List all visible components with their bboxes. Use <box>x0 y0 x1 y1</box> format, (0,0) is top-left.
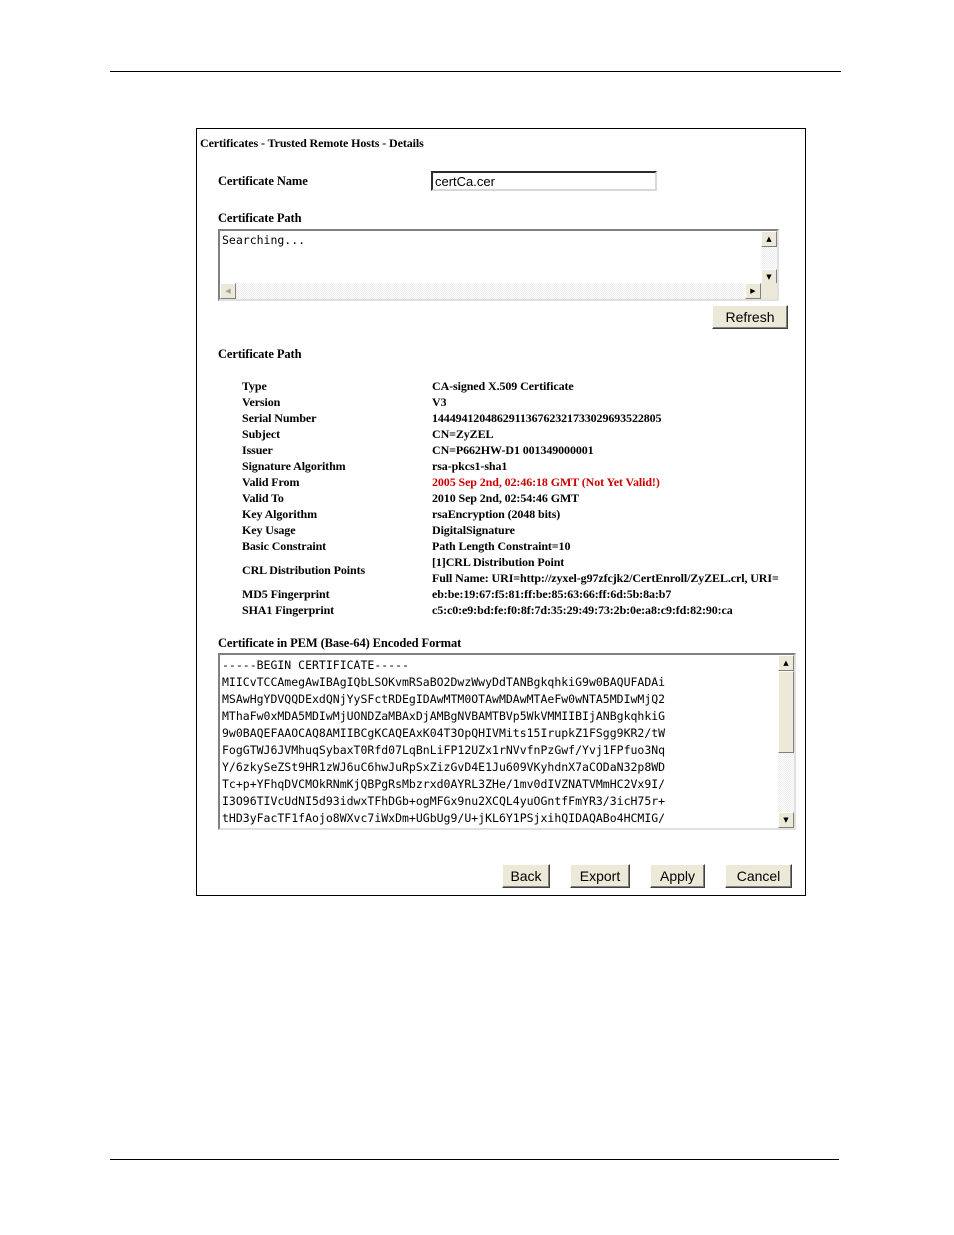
certificate-path-vscrollbar[interactable] <box>761 231 777 285</box>
scroll-down-arrow-icon[interactable]: ▼ <box>778 812 794 828</box>
certificate-path-label: Certificate Path <box>218 211 302 225</box>
certificate-details-panel <box>196 128 806 896</box>
certificate-path-hscrollbar[interactable] <box>220 283 761 299</box>
panel-title: Certificates - Trusted Remote Hosts - Details <box>200 136 424 150</box>
export-button[interactable]: Export <box>570 864 630 888</box>
detail-value: DigitalSignature <box>432 523 515 537</box>
pem-line: I3O96TIVcUdNI5d93idwxTFhDGb+ogMFGx9nu2XCQL4yuOGntfFmYR3/3icH75r+ <box>222 794 666 808</box>
detail-value: CN=ZyZEL <box>432 427 494 441</box>
detail-key: Valid To <box>242 491 284 505</box>
detail-value: rsaEncryption (2048 bits) <box>432 507 561 521</box>
detail-key: Key Usage <box>242 523 296 537</box>
pem-vscrollbar[interactable] <box>778 655 794 828</box>
detail-row-sha1-fingerprint <box>242 603 802 619</box>
certificate-name-label: Certificate Name <box>218 174 308 188</box>
detail-value: V3 <box>432 395 447 409</box>
detail-key: Basic Constraint <box>242 539 327 553</box>
page-footer-rule <box>110 1159 839 1160</box>
detail-key: Version <box>242 395 281 409</box>
back-button[interactable]: Back <box>502 864 550 888</box>
detail-row-issuer <box>242 443 802 459</box>
scrollbar-corner <box>761 283 777 299</box>
scrollbar-thumb[interactable] <box>778 671 794 753</box>
detail-value-line2: Full Name: URI=http://zyxel-g97zfcjk2/CertEnroll/ZyZEL.crl, URI= <box>432 571 779 585</box>
pem-line: Tc+p+YFhqDVCMOkRNmKjQBPgRsMbzrxd0AYRL3ZHe/1mv0dIVZNATVMmHC2Vx9I/ <box>222 777 666 791</box>
pem-textarea[interactable] <box>218 653 796 830</box>
detail-value: rsa-pkcs1-sha1 <box>432 459 508 473</box>
page-header-rule <box>110 71 841 72</box>
detail-key: Issuer <box>242 443 273 457</box>
scroll-left-arrow-icon[interactable]: ◀ <box>220 283 236 299</box>
detail-value: 144494120486291136762321733029693522805 <box>432 411 662 425</box>
detail-row-md5-fingerprint <box>242 587 802 603</box>
cancel-button[interactable]: Cancel <box>725 864 792 888</box>
detail-row-valid-from <box>242 475 802 491</box>
detail-key: Signature Algorithm <box>242 459 346 473</box>
detail-value: c5:c0:e9:bd:fe:f0:8f:7d:35:29:49:73:2b:0e:a8:c9:fd:82:90:ca <box>432 603 733 617</box>
detail-key: Serial Number <box>242 411 317 425</box>
refresh-button[interactable]: Refresh <box>712 305 788 329</box>
scroll-up-arrow-icon[interactable]: ▲ <box>761 231 777 247</box>
detail-key: CRL Distribution Points <box>242 563 366 577</box>
pem-line: MIICvTCCAmegAwIBAgIQbLSOKvmRSaBO2DwzWwyDdTANBgkqhkiG9w0BAQUFADAi <box>222 675 666 689</box>
detail-row-signature-algorithm <box>242 459 802 475</box>
detail-row-crl-distribution-points <box>242 555 802 587</box>
scroll-right-arrow-icon[interactable]: ▶ <box>745 283 761 299</box>
detail-value: CA-signed X.509 Certificate <box>432 379 574 393</box>
detail-row-type <box>242 379 802 395</box>
detail-row-key-algorithm <box>242 507 802 523</box>
scroll-up-arrow-icon[interactable]: ▲ <box>778 655 794 671</box>
certificate-path-text: Searching... <box>222 233 306 247</box>
detail-key: MD5 Fingerprint <box>242 587 330 601</box>
scroll-down-arrow-icon[interactable]: ▼ <box>761 269 777 285</box>
detail-value: eb:be:19:67:f5:81:ff:be:85:63:66:ff:6d:5b:8a:b7 <box>432 587 672 601</box>
detail-row-serial-number <box>242 411 802 427</box>
detail-value: [1]CRL Distribution Point <box>432 555 565 569</box>
detail-key: Subject <box>242 427 280 441</box>
detail-row-basic-constraint <box>242 539 802 555</box>
certificate-path-textarea[interactable] <box>218 229 779 301</box>
pem-line: tHD3yFacTF1fAojo8WXvc7iWxDm+UGbUg9/U+jKL6Y1PSjxihQIDAQABo4HCMIG/ <box>222 811 666 825</box>
pem-label: Certificate in PEM (Base-64) Encoded Format <box>218 636 462 650</box>
pem-line: FogGTWJ6JVMhuqSybaxT0Rfd07LqBnLiFP12UZx1rNVvfnPzGwf/Yvj1FPfuo3Nq <box>222 743 666 757</box>
pem-line: 9w0BAQEFAAOCAQ8AMIIBCgKCAQEAxK04T3OpQHIVMits15IrupkZ1FSgg9KR2/tW <box>222 726 666 740</box>
detail-row-valid-to <box>242 491 802 507</box>
detail-value: Path Length Constraint=10 <box>432 539 571 553</box>
detail-key: SHA1 Fingerprint <box>242 603 335 617</box>
detail-key: Key Algorithm <box>242 507 318 521</box>
valid-from-warning-value: 2005 Sep 2nd, 02:46:18 GMT (Not Yet Valid!) <box>432 475 660 489</box>
detail-value: CN=P662HW-D1 001349000001 <box>432 443 594 457</box>
pem-line: MThaFw0xMDA5MDIwMjUONDZaMBAxDjAMBgNVBAMTBVp5WkVMMIIBIjANBgkqhkiG <box>222 709 666 723</box>
detail-key: Valid From <box>242 475 300 489</box>
apply-button[interactable]: Apply <box>650 864 705 888</box>
pem-line: MSAwHgYDVQQDExdQNjYySFctRDEgIDAwMTM0OTAwMDAwMTAeFw0wNTA5MDIwMjQ2 <box>222 692 666 706</box>
pem-line: -----BEGIN CERTIFICATE----- <box>222 658 409 672</box>
pem-content <box>222 657 777 827</box>
detail-key: Type <box>242 379 267 393</box>
detail-row-subject <box>242 427 802 443</box>
certificate-path-section-label: Certificate Path <box>218 347 302 361</box>
detail-value: 2010 Sep 2nd, 02:54:46 GMT <box>432 491 580 505</box>
detail-row-key-usage <box>242 523 802 539</box>
pem-line: Y/6zkySeZSt9HR1zWJ6uC6hwJuRpSxZizGvD4E1Ju609VKyhdnX7aCODaN32p8WD <box>222 760 666 774</box>
certificate-name-input[interactable] <box>431 171 657 191</box>
detail-row-version <box>242 395 802 411</box>
